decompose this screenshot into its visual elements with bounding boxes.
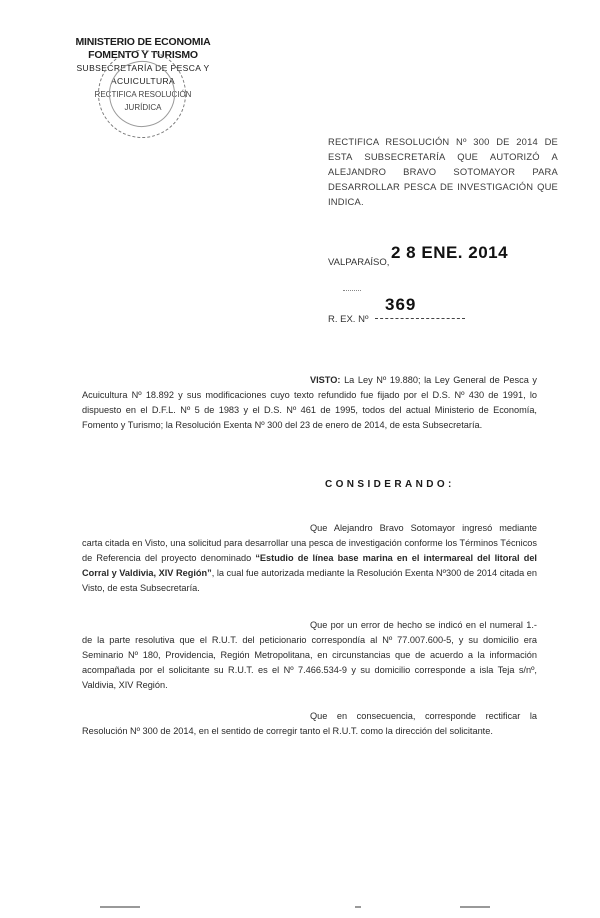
paragraph-2-text: Que por un error de hecho se indicó en el numeral 1.- de la parte resolutiva que el R.U.T. del peticionario correspondía al Nº 77.007.600-5, y su domicilio era Seminario Nº 180, Providencia, Región Metropolitana, en circunstancias que de acuerdo a la información acompañada por el solicitante su R.U.T. es el Nº 7.466.534-9 y su domicilio corresponde a isla Teja s/nº, Valdivia, XIV Región. bbox=[82, 620, 537, 690]
paragraph-1-end: , la cual fue autorizada mediante la Resolución Exenta Nº300 de 2014 citada en Visto, de esta Subsecretaría. bbox=[82, 568, 537, 593]
city-label: VALPARAÍSO, bbox=[328, 257, 390, 268]
date-stamp: 2 8 ENE. 2014 bbox=[391, 243, 509, 262]
ministry-name: MINISTERIO DE ECONOMIA bbox=[75, 36, 211, 48]
dotted-mark bbox=[343, 290, 361, 291]
document-subject: RECTIFICA RESOLUCIÓN Nº 300 DE 2014 DE ESTA SUBSECRETARÍA QUE AUTORIZÓ A ALEJANDRO BRAVO SOTOMAYOR PARA DESARROLLAR PESCA DE INVESTIGACIÓN QUE INDICA. bbox=[328, 136, 558, 207]
visto-label: VISTO: bbox=[310, 375, 341, 385]
seal-inner-ring bbox=[102, 54, 182, 134]
stamp-text-department: JURÍDICA bbox=[124, 103, 162, 112]
subsecretaria-name: SUBSECRETARÍA DE PESCA Y ACUICULTURA bbox=[76, 63, 210, 86]
resolution-label: R. EX. Nº bbox=[328, 314, 369, 325]
considerando-heading: CONSIDERANDO: bbox=[325, 479, 455, 490]
stamp-text-line: RECTIFICA RESOLUCIÓN bbox=[94, 90, 192, 99]
visto-paragraph bbox=[82, 373, 537, 433]
scan-edge-marks bbox=[100, 906, 500, 910]
scan-mark bbox=[355, 906, 361, 908]
scan-mark bbox=[460, 906, 490, 908]
paragraph-1-start: Que Alejandro Bravo Sotomayor ingresó mediante carta citada en Visto, una solicitud para desarrollar una pesca de investigación conforme los Términos Técnicos de Referencia del proyecto denominado bbox=[82, 523, 537, 563]
considerando-paragraph-2 bbox=[82, 618, 537, 693]
considerando-paragraph-1 bbox=[82, 521, 537, 596]
paragraph-3-text: Que en consecuencia, corresponde rectificar la Resolución Nº 300 de 2014, en el sentido de corregir tanto el R.U.T. como la dirección del solicitante. bbox=[82, 711, 537, 736]
resolution-number: 369 bbox=[385, 295, 417, 314]
project-title: “Estudio de línea base marina en el intermareal del litoral del Corral y Valdivia, XIV Región” bbox=[82, 553, 537, 578]
visto-text: La Ley Nº 19.880; la Ley General de Pesca y Acuicultura Nº 18.892 y sus modificaciones cuyo texto refundido fue fijado por el D.S. Nº 430 de 1991, lo dispuesto en el D.F.L. Nº 5 de 1983 y el D.S. Nº 461 de 1995, todos del actual Ministerio de Economía, Fomento y Turismo; la Resolución Exenta Nº 300 del 23 de enero de 2014, de esta Subsecretaría. bbox=[82, 375, 537, 430]
ministry-subtitle: FOMENTO Y TURISMO bbox=[88, 49, 198, 61]
considerando-paragraph-3 bbox=[82, 709, 537, 739]
resolution-underline bbox=[375, 318, 465, 319]
scan-mark bbox=[100, 906, 140, 908]
